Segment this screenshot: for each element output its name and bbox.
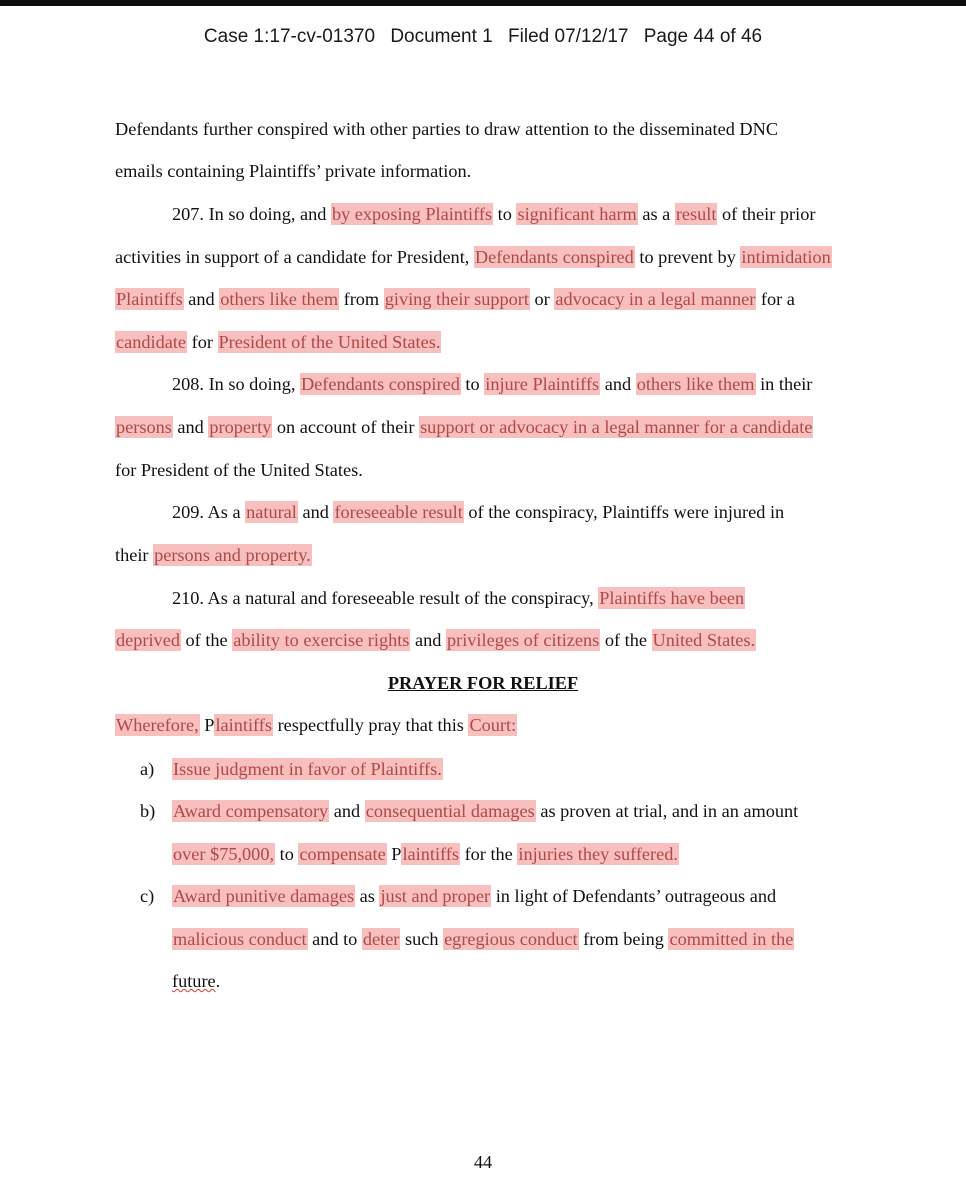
- text-span: 210. As a natural and foreseeable result of the conspiracy,: [172, 588, 599, 608]
- text-span: on account of their: [272, 417, 420, 437]
- highlighted-phrase: persons: [116, 417, 172, 437]
- relief-item-c-cont: [172, 927, 794, 951]
- highlighted-phrase: others like them: [636, 374, 755, 394]
- text-span: and: [329, 801, 365, 821]
- highlighted-phrase: deter: [362, 929, 400, 949]
- highlighted-phrase: laintiffs: [215, 715, 272, 735]
- highlighted-phrase: committed in the: [669, 929, 794, 949]
- text-span: 209. As a: [172, 502, 246, 522]
- highlighted-phrase: Plaintiffs: [116, 289, 183, 309]
- text-line: [115, 117, 778, 141]
- highlighted-phrase: consequential damages: [365, 801, 535, 821]
- text-span: to prevent by: [634, 247, 741, 267]
- highlighted-phrase: egregious conduct: [444, 929, 578, 949]
- text-span: future: [172, 971, 216, 991]
- highlighted-phrase: Award compensatory: [173, 801, 329, 821]
- highlighted-phrase: privileges of citizens: [446, 630, 600, 650]
- list-marker-b: b): [140, 801, 156, 821]
- text-span: or: [529, 289, 555, 309]
- text-span: of their prior: [717, 204, 816, 224]
- paragraph-208-line: [172, 372, 812, 396]
- text-line: [115, 628, 756, 652]
- highlighted-phrase: foreseeable result: [334, 502, 463, 522]
- highlighted-phrase: President of the United States.: [218, 332, 441, 352]
- text-span: and: [172, 417, 209, 437]
- highlighted-phrase: Defendants conspired: [474, 247, 634, 267]
- text-span: 208. In so doing,: [172, 374, 300, 394]
- text-span: from: [339, 289, 384, 309]
- text-span: and: [297, 502, 334, 522]
- highlighted-phrase: United States.: [652, 630, 756, 650]
- highlighted-phrase: Issue judgment in favor of Plaintiffs.: [173, 759, 442, 779]
- text-span: for a: [756, 289, 795, 309]
- text-line: [115, 415, 813, 439]
- highlighted-phrase: Award punitive damages: [173, 886, 355, 906]
- list-marker-c: c): [140, 886, 155, 906]
- highlighted-phrase: candidate: [116, 332, 187, 352]
- text-span: in their: [755, 374, 813, 394]
- text-span: and to: [307, 929, 362, 949]
- relief-item-c: [172, 884, 776, 908]
- highlighted-phrase: over $75,000,: [173, 844, 275, 864]
- relief-item-a: [172, 757, 443, 781]
- text-span: .: [215, 971, 221, 991]
- relief-item-b: [172, 799, 798, 823]
- highlighted-phrase: Plaintiffs have been: [599, 588, 745, 608]
- text-span: emails containing Plaintiffs’ private information.: [115, 161, 472, 181]
- text-span: activities in support of a candidate for President,: [115, 247, 474, 267]
- relief-item-b-cont: [172, 842, 679, 866]
- text-span: for: [187, 332, 218, 352]
- highlighted-phrase: just and proper: [380, 886, 491, 906]
- text-span: P: [199, 715, 215, 735]
- text-span: P: [386, 844, 402, 864]
- text-line: [115, 330, 441, 354]
- highlighted-phrase: Defendants conspired: [300, 374, 460, 394]
- text-span: respectfully pray that this: [273, 715, 469, 735]
- text-span: and: [410, 630, 446, 650]
- text-span: as proven at trial, and in an amount: [535, 801, 799, 821]
- text-span: of the conspiracy, Plaintiffs were injured in: [463, 502, 785, 522]
- highlighted-phrase: injure Plaintiffs: [485, 374, 600, 394]
- case-header: [0, 26, 966, 48]
- text-line: [115, 458, 363, 482]
- highlighted-phrase: Court:: [469, 715, 517, 735]
- highlighted-phrase: intimidation: [741, 247, 831, 267]
- text-span: in light of Defendants’ outrageous and: [491, 886, 777, 906]
- text-span: to: [493, 204, 517, 224]
- document-number: Document 1: [390, 26, 493, 47]
- highlighted-phrase: compensate: [299, 844, 386, 864]
- highlighted-phrase: Wherefore,: [116, 715, 199, 735]
- highlighted-phrase: result: [675, 204, 717, 224]
- paragraph-210-line: [172, 586, 745, 610]
- text-line: [115, 245, 832, 269]
- text-span: from being: [578, 929, 669, 949]
- highlighted-phrase: ability to exercise rights: [233, 630, 410, 650]
- highlighted-phrase: laintiffs: [402, 844, 459, 864]
- highlighted-phrase: significant harm: [517, 204, 637, 224]
- highlighted-phrase: by exposing Plaintiffs: [331, 204, 493, 224]
- text-span: to: [460, 374, 485, 394]
- prayer-for-relief-heading: PRAYER FOR RELIEF: [387, 673, 579, 693]
- paragraph-209-line: [172, 500, 784, 524]
- highlighted-phrase: property: [209, 417, 272, 437]
- highlighted-phrase: advocacy in a legal manner: [555, 289, 756, 309]
- text-span: as a: [637, 204, 675, 224]
- text-span: of the: [180, 630, 233, 650]
- top-border: [0, 0, 966, 6]
- text-line: [115, 287, 795, 311]
- text-span: for President of the United States.: [115, 460, 363, 480]
- filed-date: Filed 07/12/17: [508, 26, 629, 47]
- text-span: as: [355, 886, 380, 906]
- highlighted-phrase: malicious conduct: [173, 929, 307, 949]
- text-span: and: [183, 289, 220, 309]
- text-span: Defendants further conspired with other parties to draw attention to the disseminated DNC: [115, 119, 779, 139]
- highlighted-phrase: support or advocacy in a legal manner for a candidate: [420, 417, 813, 437]
- page-number: 44: [473, 1152, 493, 1172]
- highlighted-phrase: deprived: [116, 630, 180, 650]
- text-line: [115, 159, 471, 183]
- case-number: Case 1:17-cv-01370: [203, 26, 376, 47]
- text-span: 207. In so doing, and: [172, 204, 331, 224]
- text-span: their: [115, 545, 154, 565]
- text-span: of the: [600, 630, 652, 650]
- highlighted-phrase: giving their support: [384, 289, 529, 309]
- paragraph-207-line: [172, 202, 815, 226]
- list-marker-a: a): [140, 759, 155, 779]
- highlighted-phrase: injuries they suffered.: [518, 844, 678, 864]
- text-span: and: [600, 374, 636, 394]
- text-span: to: [275, 844, 299, 864]
- page-indicator: Page 44 of 46: [643, 26, 763, 47]
- highlighted-phrase: persons and property.: [154, 545, 311, 565]
- relief-item-c-end: [172, 969, 220, 993]
- text-span: such: [400, 929, 444, 949]
- highlighted-phrase: others like them: [220, 289, 339, 309]
- text-line: [115, 543, 312, 567]
- text-span: for the: [460, 844, 518, 864]
- prayer-intro-line: [115, 713, 517, 737]
- highlighted-phrase: natural: [246, 502, 297, 522]
